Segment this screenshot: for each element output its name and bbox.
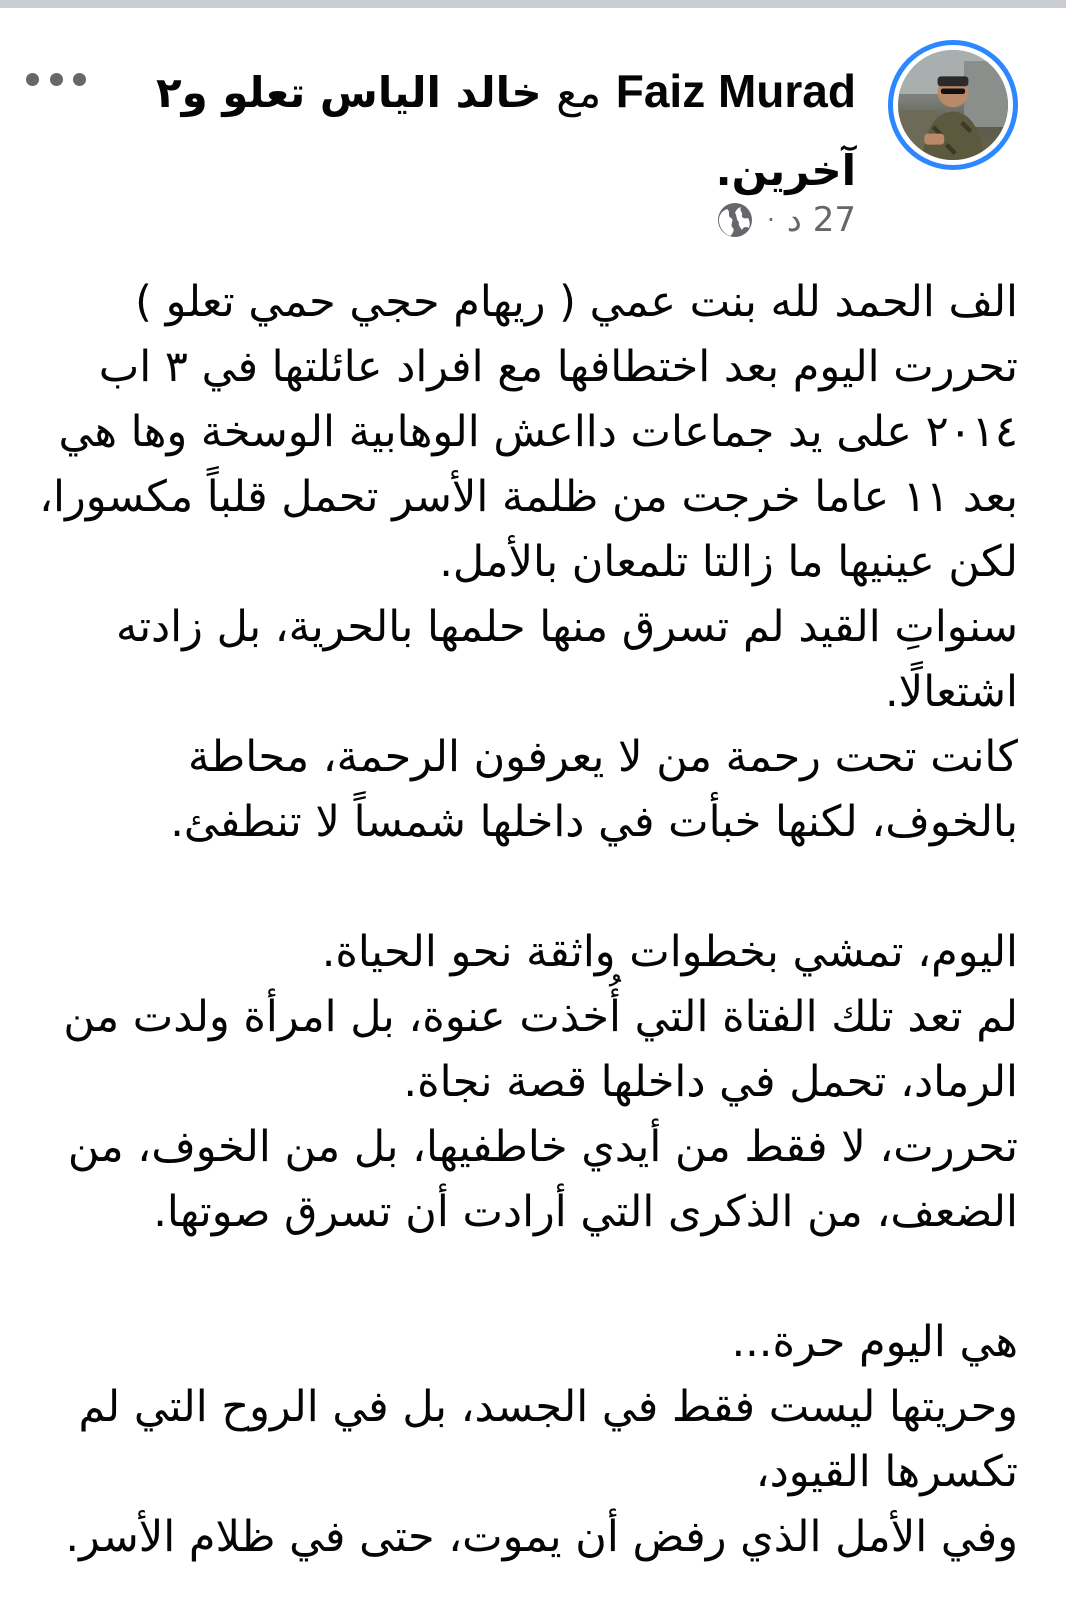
more-dot: [73, 73, 86, 86]
post-paragraph: وحريتها ليست فقط في الجسد، بل في الروح التي لم تكسرها القيود،: [78, 1382, 1018, 1497]
paragraph-gap: [38, 1245, 1018, 1310]
with-label: مع: [556, 68, 602, 117]
post-meta: [715, 198, 856, 242]
post-paragraph: سنواتِ القيد لم تسرق منها حلمها بالحرية، بل زادته اشتعالًا.: [116, 602, 1018, 717]
facebook-post: [0, 8, 1066, 1599]
top-divider: [0, 0, 1066, 8]
post-paragraph: هي اليوم حرة...: [731, 1317, 1018, 1367]
post-paragraph: اليوم، تمشي بخطوات واثقة نحو الحياة.: [321, 927, 1018, 977]
post-time[interactable]: 27 د: [786, 200, 856, 240]
globe-icon[interactable]: [715, 200, 755, 240]
post-paragraph: لم تعد تلك الفتاة التي أُخذت عنوة، بل امرأة ولدت من الرماد، تحمل في داخلها قصة نجاة.: [63, 992, 1018, 1107]
more-options-button[interactable]: [26, 64, 86, 94]
paragraph-gap: [38, 855, 1018, 920]
post-paragraph: كانت تحت رحمة من لا يعرفون الرحمة، محاطة بالخوف، لكنها خبأت في داخلها شمساً لا تنطفئ.: [170, 732, 1018, 847]
author-name[interactable]: Faiz Murad: [615, 65, 856, 117]
and-count[interactable]: و٢: [155, 68, 208, 117]
post-paragraph: الف الحمد لله بنت عمي ( ريهام حجي حمي تعلو ) تحررت اليوم بعد اختطافها مع افراد عائلتها في ٣ اب ٢٠١٤ على يد جماعات دااعش الوهابية الوسخة وها هي بعد ١١ عاما خرجت من ظلمة الأسر تحمل قلباً مكسورا، لكن عينيها ما زالتا تلمعان بالأمل.: [39, 277, 1018, 587]
tagged-person[interactable]: خالد الياس تعلو: [222, 68, 542, 117]
post-paragraph: تحررت، لا فقط من أيدي خاطفيها، بل من الخوف، من الضعف، من الذكرى التي أرادت أن تسرق صوتها.: [67, 1122, 1018, 1237]
post-header: [116, 52, 856, 210]
others-link[interactable]: آخرين.: [715, 146, 856, 195]
post-paragraph: وفي الأمل الذي رفض أن يموت، حتى في ظلام الأسر.: [65, 1512, 1018, 1562]
more-dot: [50, 73, 63, 86]
meta-separator: ·: [767, 206, 775, 234]
person-photo-icon: [898, 50, 1008, 160]
more-horizontal-icon: [26, 73, 39, 86]
post-body: [38, 270, 1018, 1570]
author-avatar[interactable]: [888, 40, 1018, 170]
avatar-photo: [898, 50, 1008, 160]
